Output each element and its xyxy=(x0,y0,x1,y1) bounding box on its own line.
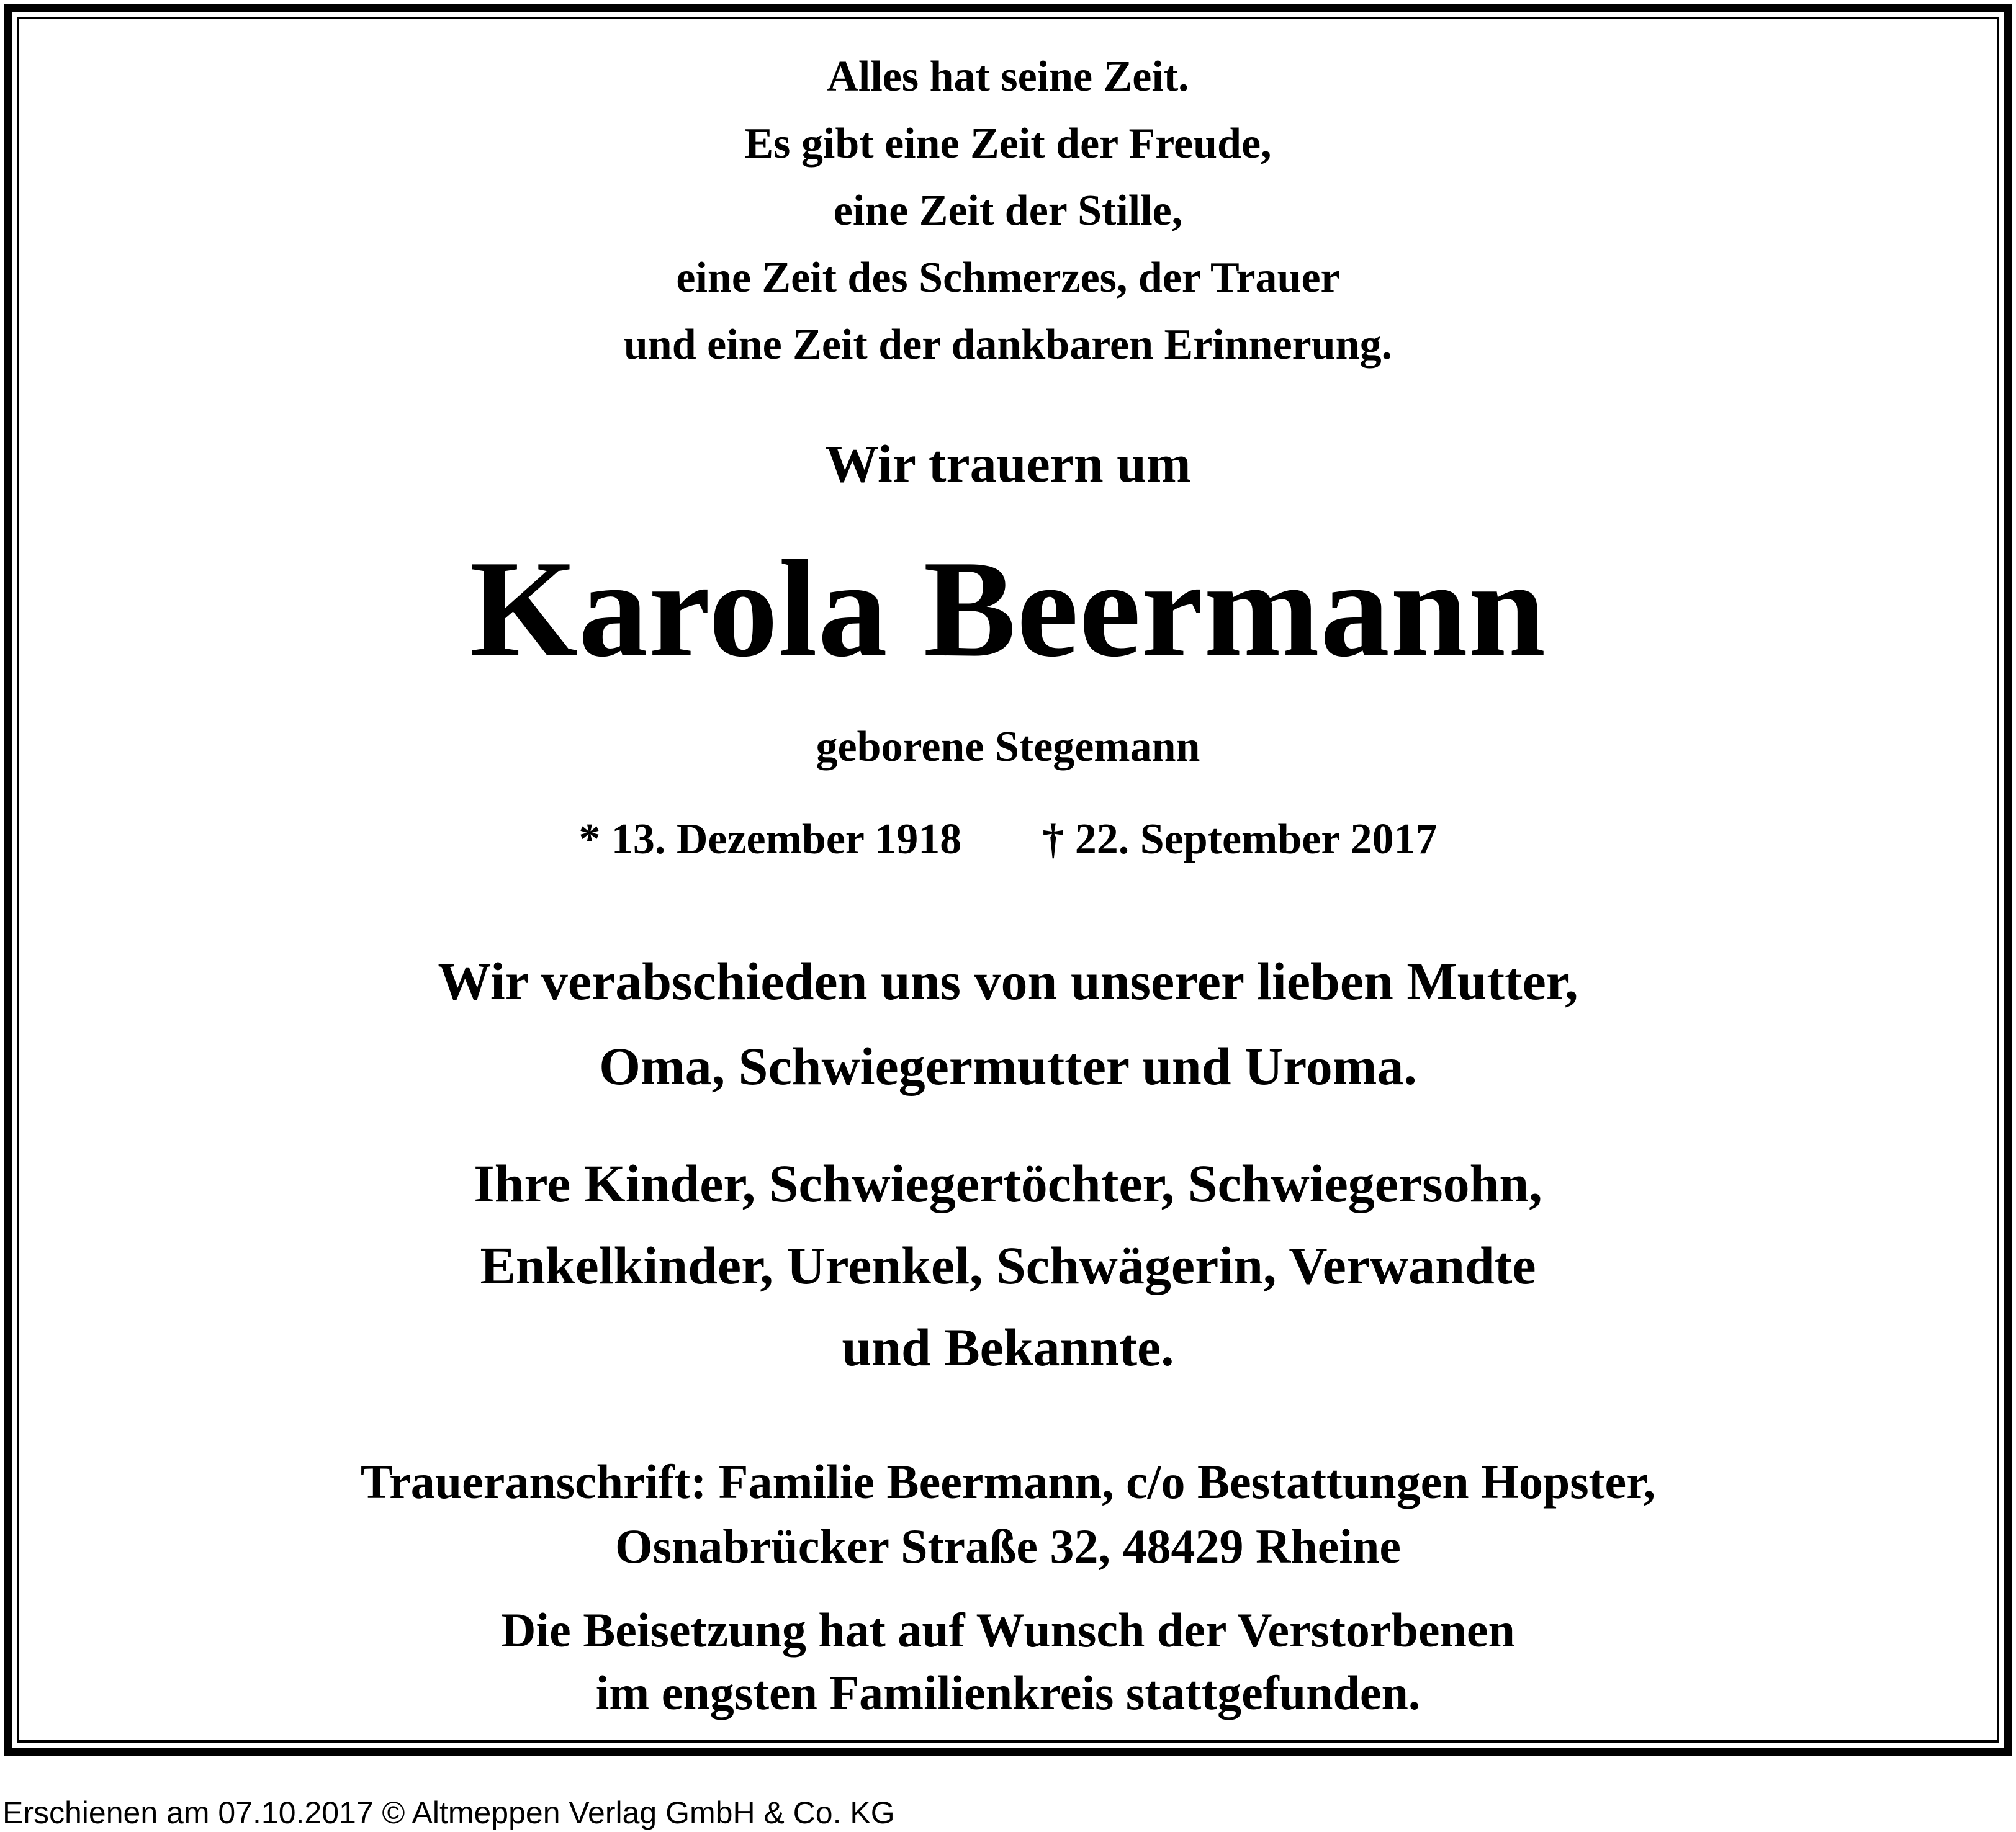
poem-line-5: und eine Zeit der dankbaren Erinnerung. xyxy=(623,321,1393,369)
burial-line-2: im engsten Familienkreis stattgefunden. xyxy=(595,1666,1421,1720)
maiden-name: geborene Stegemann xyxy=(816,723,1200,771)
poem-line-4: eine Zeit des Schmerzes, der Trauer xyxy=(676,254,1340,302)
deceased-name: Karola Beermann xyxy=(469,532,1547,686)
address-line-2: Osnabrücker Straße 32, 48429 Rheine xyxy=(614,1519,1402,1573)
obituary-notice xyxy=(19,19,1997,1740)
address-line-1: Traueranschrift: Familie Beermann, c/o Bestattungen Hopster, xyxy=(360,1455,1656,1509)
poem-line-3: eine Zeit der Stille, xyxy=(833,187,1183,235)
publication-footer: Erschienen am 07.10.2017 © Altmeppen Verlag GmbH & Co. KG xyxy=(2,1795,895,1830)
burial-line-1: Die Beisetzung hat auf Wunsch der Verstorbenen xyxy=(501,1603,1515,1657)
life-dates xyxy=(19,815,1997,863)
mourning-intro: Wir trauern um xyxy=(825,434,1191,493)
poem-line-2: Es gibt eine Zeit der Freude, xyxy=(744,120,1272,168)
death-date: † 22. September 2017 xyxy=(1042,815,1438,863)
mourners-line-3: und Bekannte. xyxy=(842,1318,1174,1377)
mourners-line-1: Ihre Kinder, Schwiegertöchter, Schwiegersohn, xyxy=(474,1154,1542,1213)
birth-date: * 13. Dezember 1918 xyxy=(578,815,962,863)
farewell-line-2: Oma, Schwiegermutter und Uroma. xyxy=(599,1036,1417,1096)
farewell-line-1: Wir verabschieden uns von unserer lieben Mutter, xyxy=(438,951,1578,1011)
mourners-line-2: Enkelkinder, Urenkel, Schwägerin, Verwandte xyxy=(480,1236,1536,1295)
poem-line-1: Alles hat seine Zeit. xyxy=(827,53,1189,101)
